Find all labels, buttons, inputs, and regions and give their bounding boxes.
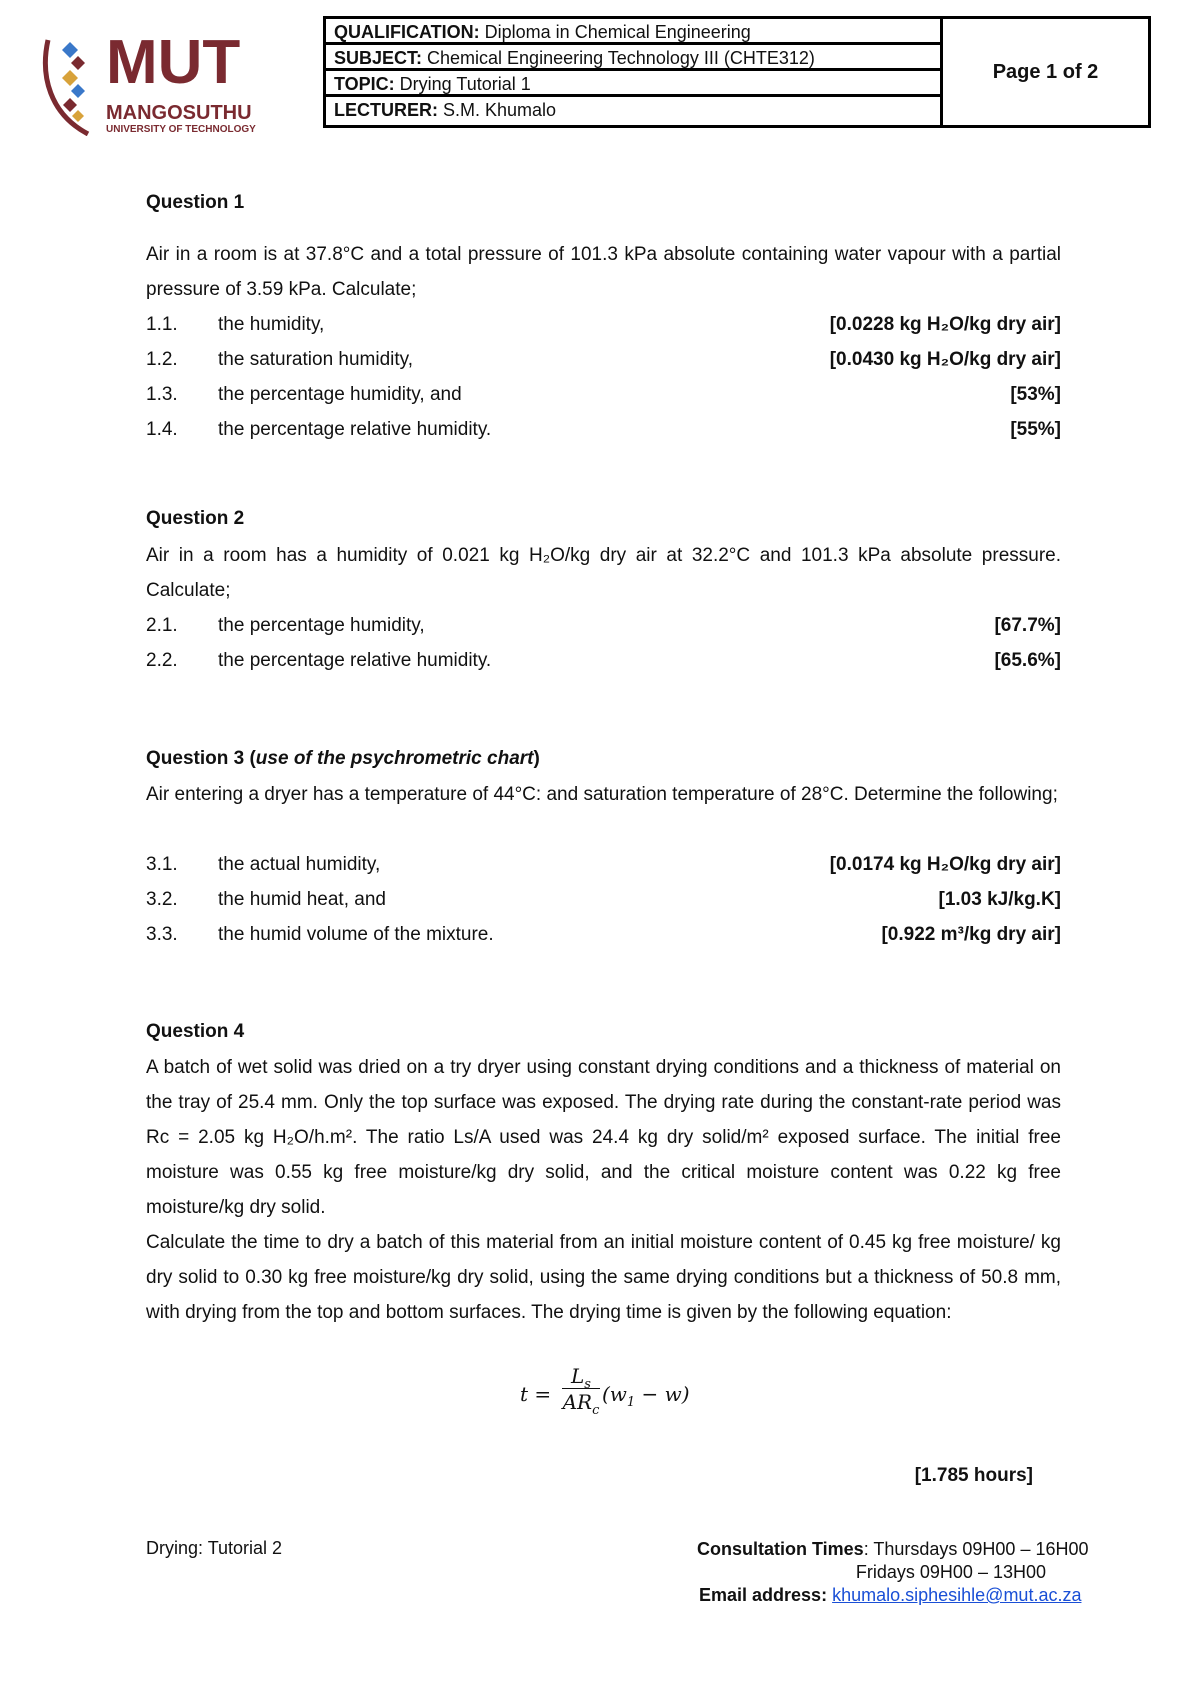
item-answer: [0.922 m³/kg dry air] xyxy=(881,924,1061,945)
item-answer: [67.7%] xyxy=(994,615,1061,636)
question-3-title-text: Question 3 xyxy=(146,748,245,769)
item-number: 2.1. xyxy=(146,615,178,636)
q3-item xyxy=(146,847,1061,882)
item-text: the humidity, xyxy=(218,314,325,335)
logo-name: MANGOSUTHU xyxy=(106,102,252,124)
q2-item xyxy=(146,643,1061,678)
item-text: the percentage humidity, and xyxy=(218,384,462,405)
denominator-subscript: c xyxy=(592,1403,600,1418)
university-logo xyxy=(40,28,280,136)
q2-item xyxy=(146,608,1061,643)
subject-label: SUBJECT: xyxy=(334,48,423,68)
equation-numerator xyxy=(562,1364,600,1392)
question-2-title: Question 2 xyxy=(146,508,245,529)
q1-item xyxy=(146,307,1061,342)
qualification-label: QUALIFICATION: xyxy=(334,22,480,42)
footer-contact xyxy=(697,1538,1089,1607)
consultation-label: Consultation Times xyxy=(697,1539,864,1559)
drying-time-equation xyxy=(520,1364,700,1424)
item-number: 1.1. xyxy=(146,314,178,335)
numerator-subscript: s xyxy=(584,1377,591,1392)
item-number: 1.4. xyxy=(146,419,178,440)
q3-item xyxy=(146,917,1061,952)
item-answer: [53%] xyxy=(1010,384,1061,405)
email-line xyxy=(697,1584,1082,1607)
topic-row xyxy=(326,71,940,97)
item-answer: [0.0174 kg H₂O/kg dry air] xyxy=(829,854,1061,875)
header-fields xyxy=(326,19,943,125)
q1-item xyxy=(146,377,1061,412)
equation-rhs xyxy=(602,1382,690,1410)
q3-item xyxy=(146,882,1061,917)
email-label: Email address: xyxy=(699,1585,828,1605)
question-2-intro: Air in a room has a humidity of 0.021 kg H₂O/kg dry air at 32.2°C and 101.3 kPa absolute pressure. Calculate; xyxy=(146,545,1061,601)
question-4-paragraph-2: Calculate the time to dry a batch of this material from an initial moisture content of 0.45 kg free moisture/ kg dry solid to 0.30 kg free moisture/kg dry solid, using the same drying conditions but a thickness of 50.8 mm, with drying from the top and bottom surfaces. The drying time is given by the following equation: xyxy=(146,1232,1061,1323)
item-text: the percentage humidity, xyxy=(218,615,425,636)
item-answer: [65.6%] xyxy=(994,650,1061,671)
header-table xyxy=(323,16,1151,128)
q1-item xyxy=(146,412,1061,447)
q1-item xyxy=(146,342,1061,377)
footer-doc-title: Drying: Tutorial 2 xyxy=(146,1538,283,1558)
topic-label: TOPIC: xyxy=(334,74,395,94)
item-answer: [0.0430 kg H₂O/kg dry air] xyxy=(829,349,1061,370)
equation-lhs: t = xyxy=(520,1382,552,1406)
email-link[interactable]: khumalo.siphesihle@mut.ac.za xyxy=(832,1585,1082,1605)
item-number: 1.3. xyxy=(146,384,178,405)
item-answer: [55%] xyxy=(1010,419,1061,440)
rhs-tail: − w) xyxy=(635,1382,690,1406)
item-number: 3.1. xyxy=(146,854,178,875)
item-text: the saturation humidity, xyxy=(218,349,414,370)
logo-subtitle: UNIVERSITY OF TECHNOLOGY xyxy=(106,124,256,135)
lecturer-value: S.M. Khumalo xyxy=(438,100,557,120)
page-number: Page 1 of 2 xyxy=(992,60,1099,83)
item-answer: [0.0228 kg H₂O/kg dry air] xyxy=(829,314,1061,335)
rhs-subscript: 1 xyxy=(626,1395,636,1410)
item-text: the humid volume of the mixture. xyxy=(218,924,494,945)
subject-row xyxy=(326,45,940,71)
denominator-symbol: AR xyxy=(562,1390,593,1414)
question-3-title: Question 3 (use of the psychrometric chart) xyxy=(146,748,540,769)
topic-value: Drying Tutorial 1 xyxy=(394,74,531,94)
item-number: 3.3. xyxy=(146,924,178,945)
item-answer: [1.03 kJ/kg.K] xyxy=(938,889,1061,910)
qualification-row xyxy=(326,19,940,45)
question-4-paragraph-1: A batch of wet solid was dried on a try dryer using constant drying conditions and a thickness of material on the tray of 25.4 mm. Only the top surface was exposed. The drying rate during the constant-rate period was Rc = 2.05 kg H₂O/h.m². The ratio Ls/A used was 24.4 kg dry solid/m² exposed surface. The initial free moisture was 0.55 kg free moisture/kg dry solid, and the critical moisture content was 0.22 kg free moisture/kg dry solid. xyxy=(146,1057,1061,1218)
question-4-answer: [1.785 hours] xyxy=(914,1465,1033,1486)
logo-wordmark: MUT xyxy=(106,28,241,97)
question-1-intro: Air in a room is at 37.8°C and a total pressure of 101.3 kPa absolute containing water vapour with a partial pressure of 3.59 kPa. Calculate; xyxy=(146,244,1061,300)
item-text: the percentage relative humidity. xyxy=(218,650,492,671)
consultation-thursday: : Thursdays 09H00 – 16H00 xyxy=(863,1539,1089,1559)
subject-value: Chemical Engineering Technology III (CHTE312) xyxy=(422,48,815,68)
item-text: the actual humidity, xyxy=(218,854,381,875)
item-number: 2.2. xyxy=(146,650,178,671)
item-number: 3.2. xyxy=(146,889,178,910)
question-3-title-note: use of the psychrometric chart xyxy=(255,748,534,769)
item-number: 1.2. xyxy=(146,349,178,370)
equation-fraction xyxy=(562,1364,600,1418)
question-1-title: Question 1 xyxy=(146,192,245,213)
consultation-friday: Fridays 09H00 – 13H00 xyxy=(855,1562,1046,1582)
equation-denominator xyxy=(562,1389,600,1418)
numerator-symbol: L xyxy=(571,1364,585,1388)
question-4-title: Question 4 xyxy=(146,1021,245,1042)
item-text: the percentage relative humidity. xyxy=(218,419,492,440)
qualification-value: Diploma in Chemical Engineering xyxy=(479,22,751,42)
question-3-intro: Air entering a dryer has a temperature of 44°C: and saturation temperature of 28°C. Determine the following; xyxy=(146,784,1058,805)
rhs-open: (w xyxy=(602,1382,627,1406)
lecturer-label: LECTURER: xyxy=(334,100,438,120)
item-text: the humid heat, and xyxy=(218,889,386,910)
consultation-line xyxy=(697,1538,1089,1561)
lecturer-row xyxy=(326,97,940,123)
